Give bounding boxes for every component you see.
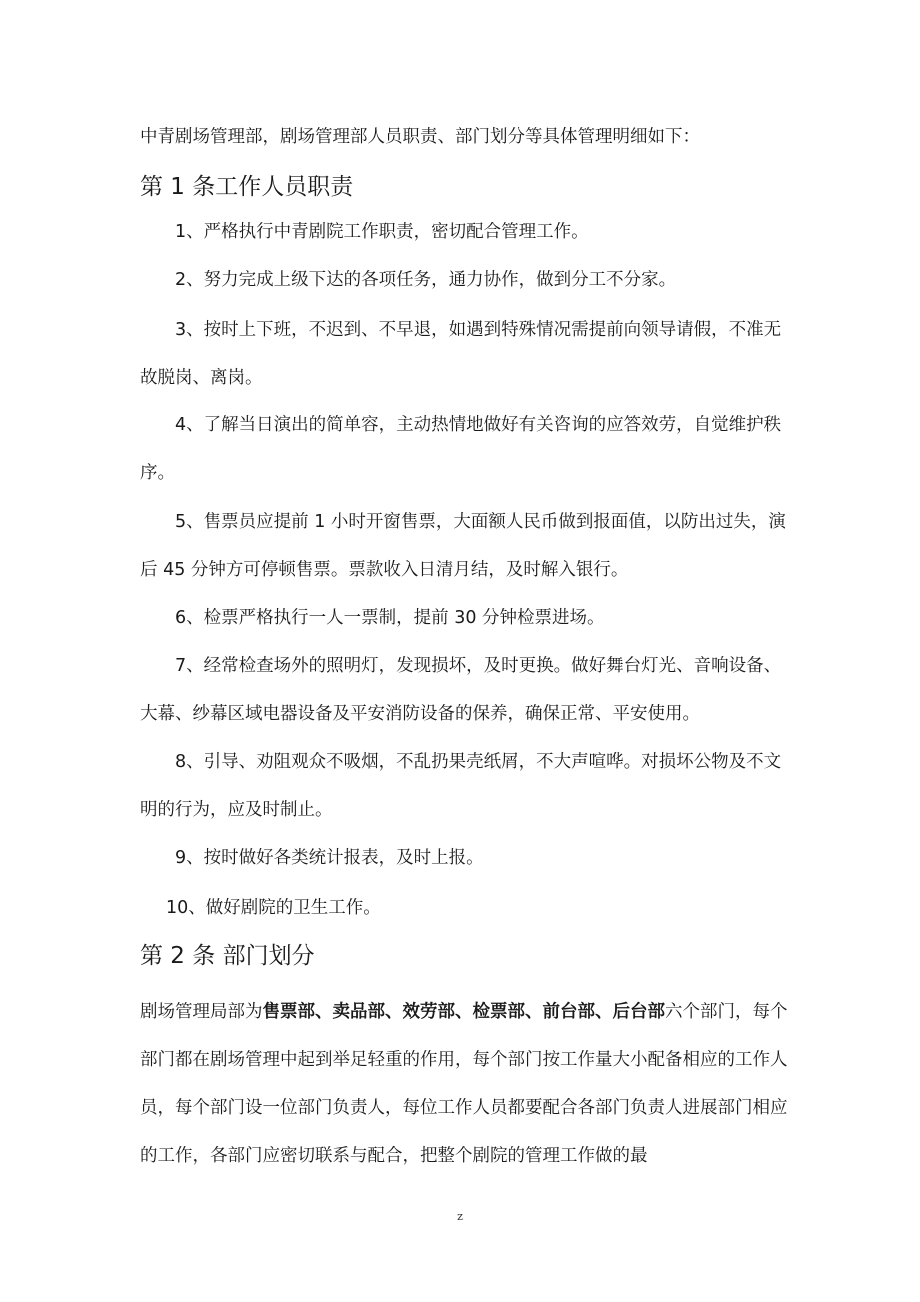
department-separator: 、: [595, 1002, 613, 1022]
duty-item-10: 10、做好剧院的卫生工作。: [166, 898, 381, 918]
department-separator: 、: [455, 1002, 473, 1022]
section1-heading: 第 1 条工作人员职责: [140, 174, 354, 200]
department-separator: 、: [315, 1002, 333, 1022]
department-name: 效劳部: [402, 1002, 455, 1022]
page-footer-mark: z: [457, 1210, 463, 1223]
department-name: 卖品部: [332, 1002, 385, 1022]
duty-item-9: 9、按时做好各类统计报表，及时上报。: [175, 848, 484, 868]
duty-item-1: 1、严格执行中青剧院工作职责，密切配合管理工作。: [175, 222, 589, 242]
duty-item-5: 5、售票员应提前 1 小时开窗售票，大面额人民币做到报面值，以防出过失，演后 45 分钟方可停顿售票。票款收入日清月结，及时解入银行。: [140, 512, 786, 580]
duty-item-4: 4、了解当日演出的简单容，主动热情地做好有关咨询的应答效劳，自觉维护秩序。: [140, 415, 782, 483]
duty-item-2: 2、努力完成上级下达的各项任务，通力协作，做到分工不分家。: [175, 270, 677, 290]
department-name: 后台部: [612, 1002, 665, 1022]
duty-item-3: 3、按时上下班，不迟到、不早退，如遇到特殊情况需提前向领导请假，不准无故脱岗、离岗。: [140, 320, 782, 388]
department-name: 售票部: [262, 1002, 315, 1022]
department-separator: 、: [525, 1002, 543, 1022]
department-intro-text: 剧场管理局部为: [140, 1002, 263, 1022]
section2-heading: 第 2 条 部门划分: [140, 943, 315, 969]
duty-item-7: 7、经常检查场外的照明灯，发现损坏，及时更换。做好舞台灯光、音响设备、大幕、纱幕区域电器设备及平安消防设备的保养，确保正常、平安使用。: [140, 656, 782, 724]
duty-item-6: 6、检票严格执行一人一票制，提前 30 分钟检票进场。: [175, 608, 605, 628]
department-paragraph: [140, 988, 792, 1180]
department-body-text: 六个部门，每个部门都在剧场管理中起到举足轻重的作用，每个部门按工作量大小配备相应的工作人员，每个部门设一位部门负责人，每位工作人员都要配合各部门负责人进展部门相应的工作，各部门应密切联系与配合，把整个剧院的管理工作做的最: [140, 1002, 788, 1166]
department-name: 前台部: [542, 1002, 595, 1022]
department-separator: 、: [385, 1002, 403, 1022]
duty-item-8: 8、引导、劝阻观众不吸烟，不乱扔果壳纸屑，不大声喧哗。对损坏公物及不文明的行为，应及时制止。: [140, 752, 782, 820]
department-name: 检票部: [472, 1002, 525, 1022]
intro-paragraph: 中青剧场管理部，剧场管理部人员职责、部门划分等具体管理明细如下：: [140, 127, 700, 147]
